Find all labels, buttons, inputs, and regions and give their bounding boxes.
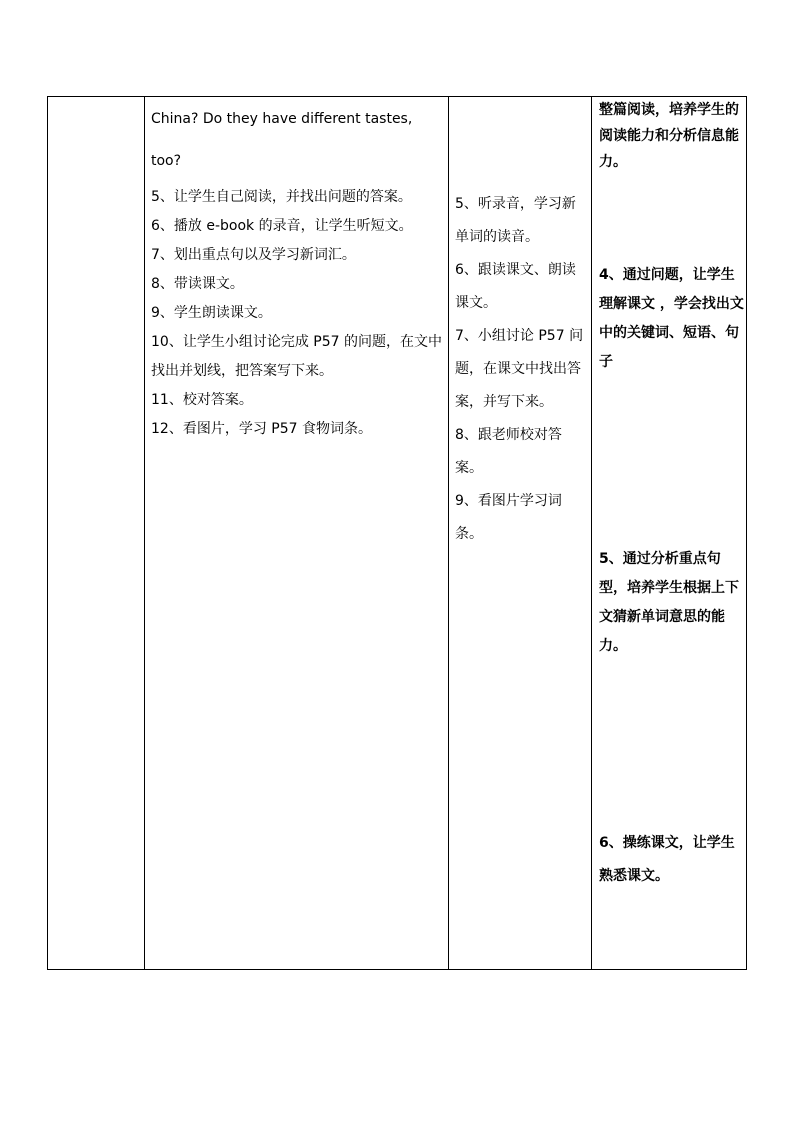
teacher-activities-cell <box>151 97 446 969</box>
student-step: 5、听录音，学习新单词的读音。 <box>455 196 576 245</box>
student-steps-list <box>455 188 587 551</box>
teacher-step: 8、带读课文。 <box>151 276 244 292</box>
teacher-step: 5、让学生自己阅读，并找出问题的答案。 <box>151 189 412 205</box>
stage-cell <box>48 97 144 969</box>
teacher-step: 6、播放 e-book 的录音，让学生听短文。 <box>151 218 413 234</box>
question-text-line2: too? <box>151 153 182 169</box>
lesson-plan-table <box>47 96 747 970</box>
intent-understand-text: 4、通过问题，让学生理解课文 ，学会找出文中的关键词、短语、句子 <box>599 267 744 370</box>
intent-reading-ability: 整篇阅读，培养学生的阅读能力和分析信息能力。 <box>599 102 739 170</box>
teacher-step: 7、划出重点句以及学习新词汇。 <box>151 247 356 263</box>
question-text-line1: China? Do they have different tastes, <box>151 111 413 127</box>
teacher-step: 10、让学生小组讨论完成 P57 的问题，在文中找出并划线，把答案写下来。 <box>151 334 442 379</box>
student-step: 9、看图片学习词条。 <box>455 493 562 542</box>
student-step: 7、小组讨论 P57 问题，在课文中找出答案，并写下来。 <box>455 328 584 410</box>
intent-practice-text: 6、操练课文，让学生熟悉课文。 <box>599 835 735 884</box>
teacher-step: 12、看图片，学习 P57 食物词条。 <box>151 421 372 437</box>
column-divider <box>448 97 449 969</box>
student-step: 6、跟读课文、朗读课文。 <box>455 262 576 311</box>
teacher-step: 11、校对答案。 <box>151 392 253 408</box>
intent-guess-words: 5、通过分析重点句型，培养学生根据上下文猜新单词意思的能力。 <box>599 551 739 654</box>
design-intent-cell <box>599 97 744 969</box>
column-divider <box>144 97 145 969</box>
teacher-steps-list <box>151 183 446 444</box>
student-step: 8、跟老师校对答案。 <box>455 427 562 476</box>
teacher-step: 9、学生朗读课文。 <box>151 305 272 321</box>
column-divider <box>591 97 592 969</box>
student-activities-cell <box>455 97 587 969</box>
